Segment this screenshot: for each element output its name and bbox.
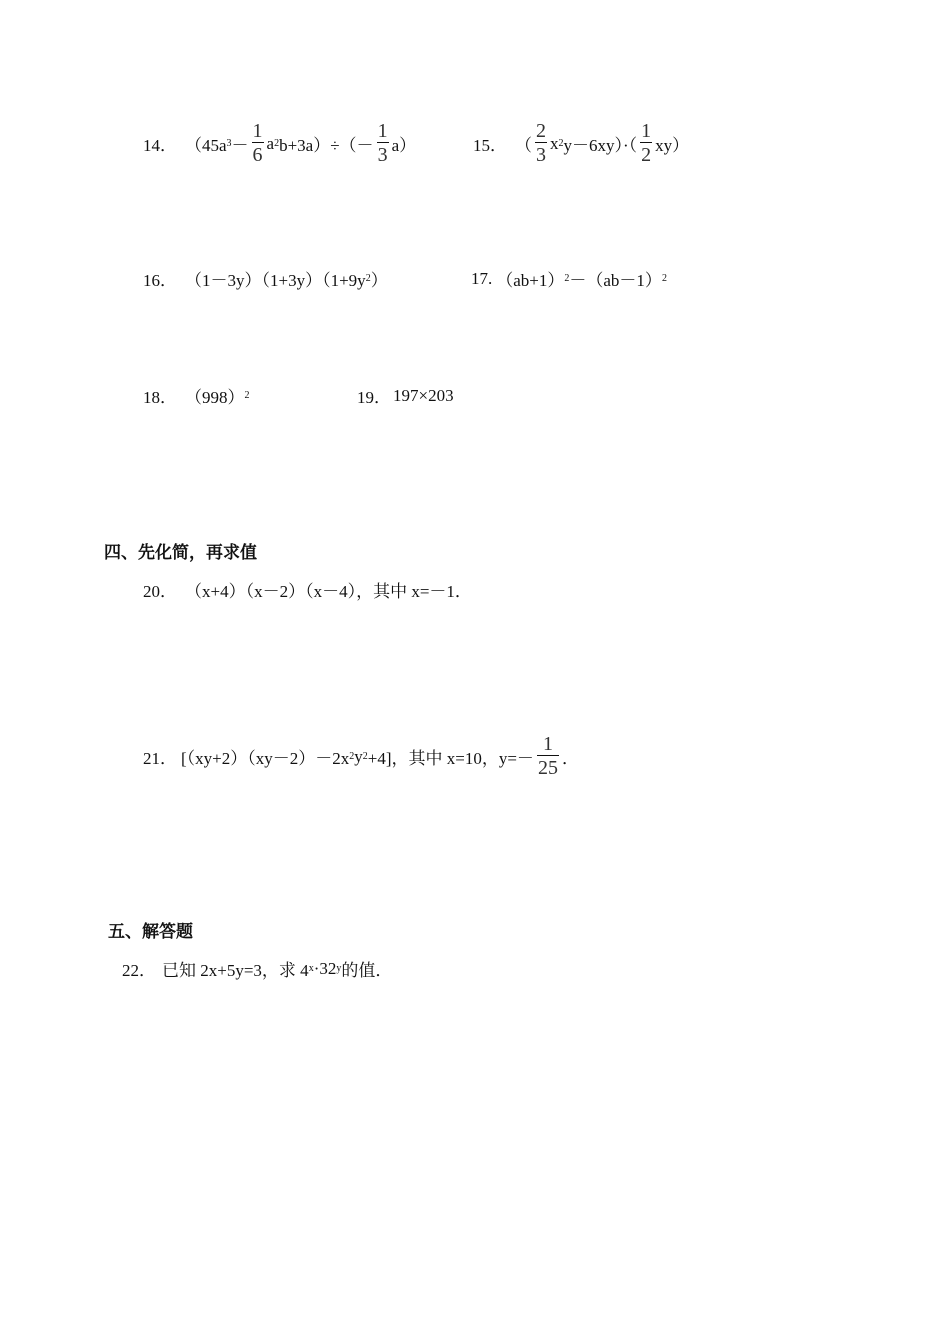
expr-text: ）	[370, 271, 388, 290]
problem-16: 16． （1－3y）（1+3y）（1+9y 2 ）	[143, 266, 388, 291]
problem-number: 18．	[143, 388, 177, 407]
expr-text: （45a	[185, 136, 227, 155]
expr-text: +4]，其中 x=10，y=－	[367, 749, 534, 768]
expr-text: （	[515, 136, 532, 155]
problem-22: 22． 已知 2x+5y=3，求 4 x ·32 y 的值．	[122, 956, 392, 981]
fraction-denominator: 6	[252, 144, 263, 166]
expr-text: b+3a）÷（－	[279, 136, 374, 155]
expr-text: 的值．	[341, 961, 393, 980]
fraction-numerator: 1	[542, 733, 553, 755]
expr-text: 已知 2x+5y=3，求 4	[162, 961, 309, 980]
expr-text: xy）	[655, 136, 690, 155]
fraction	[252, 120, 264, 167]
problem-18: 18． （998） 2	[143, 383, 250, 408]
expr-text: ．	[561, 749, 579, 768]
problem-17: 17. （ab+1） 2 －（ab－1） 2	[471, 266, 667, 291]
expr-text: （1－3y）（1+3y）（1+9y	[185, 271, 366, 290]
fraction-numerator: 1	[377, 120, 388, 142]
problem-number: 19．	[357, 388, 391, 407]
fraction-denominator: 25	[537, 757, 558, 779]
problem-15: 15． （ $\frac{2}{3}$ x 2 y－6xy）·（ $\frac{1}{2}$ xy）	[473, 120, 690, 166]
expr-text: 197×203	[393, 385, 454, 405]
section-heading-four: 四、先化简，再求值	[104, 543, 257, 563]
expr-text: （x+4）（x－2）（x－4），其中 x=－1．	[185, 582, 472, 601]
fraction-denominator: 3	[536, 144, 546, 166]
problem-number: 20．	[143, 582, 177, 601]
expr-text: [（xy+2）（xy－2）－2x	[181, 749, 350, 768]
expr-text: ·32	[313, 958, 337, 978]
fraction-numerator: 1	[641, 120, 652, 142]
expr-text: （998）	[185, 388, 245, 407]
fraction	[377, 120, 389, 167]
problem-number: 16．	[143, 271, 177, 290]
problem-number: 17.	[471, 268, 493, 288]
expr-text: a	[266, 133, 275, 153]
fraction-denominator: 3	[377, 144, 388, 166]
fraction	[535, 120, 547, 167]
problem-number: 15．	[473, 136, 507, 155]
problem-21: 21． [（xy+2）（xy－2）－2x 2 y 2 +4]，其中 x=10，y=－ $\frac{1}{25}$ ．	[143, 733, 579, 779]
expr-text: －（ab－1）	[569, 271, 662, 290]
problem-number: 21．	[143, 749, 177, 768]
expr-text: a）	[391, 136, 417, 155]
section-heading-five: 五、解答题	[108, 922, 193, 942]
expr-text: x	[550, 133, 559, 153]
expr-text: －	[231, 136, 249, 155]
expr-text: y－6xy）·（	[563, 136, 638, 155]
fraction-denominator: 2	[641, 144, 652, 166]
fraction-numerator: 2	[536, 120, 546, 142]
problem-20	[143, 577, 472, 602]
fraction	[537, 733, 559, 780]
expr-text: y	[354, 746, 363, 766]
expr-text: （ab+1）	[496, 271, 565, 290]
problem-19	[357, 383, 454, 408]
problem-14: 14． （45a 3 － $\frac{1}{6}$ a 2 b+3a）÷（－ $\frac{1}{3}$ a）	[143, 120, 417, 166]
fraction	[640, 120, 652, 167]
problem-number: 14．	[143, 136, 177, 155]
fraction-numerator: 1	[252, 120, 263, 142]
problem-number: 22．	[122, 961, 156, 980]
